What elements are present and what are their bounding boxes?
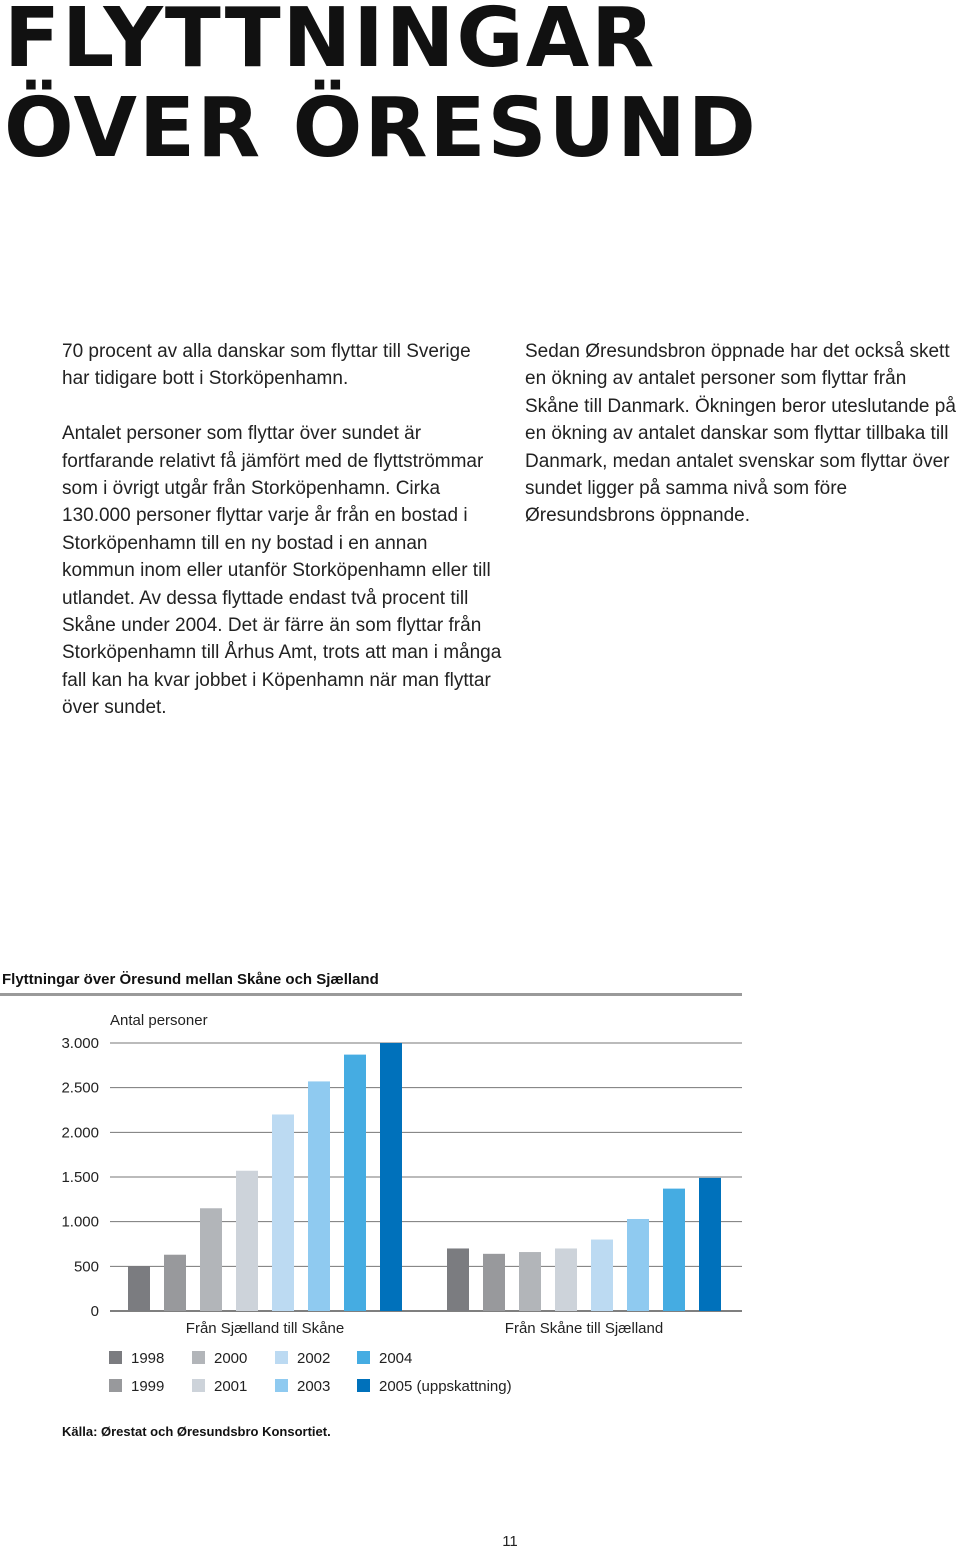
right-paragraph-1: Sedan Øresundsbron öppnade har det också skett en ökning av antalet personer som flyttar från Skåne till Danmark. Ökningen beror uteslutande på en ökning av antalet danskar som flyttar tillbaka till Danmark, medan antalet svenskar som flyttar över sundet ligger på samma nivå som före Øresundsbrons öppnande. (525, 341, 956, 527)
legend-item (192, 1378, 247, 1395)
y-tick-label: 1.000 (61, 1213, 99, 1231)
legend-item (109, 1350, 164, 1367)
bar-2002-group-1 (272, 1114, 294, 1311)
page-number: 11 (502, 1533, 518, 1550)
chart-title: Flyttningar över Öresund mellan Skåne och Sjælland (2, 971, 379, 988)
bar-2001-group-1 (236, 1171, 258, 1311)
left-paragraph-1: 70 procent av alla danskar som flyttar till Sverige har tidigare bott i Storköpenhamn. (62, 341, 471, 390)
page-title-line-2: ÖVER ÖRESUND (4, 81, 758, 176)
legend-item (192, 1350, 247, 1367)
bar-2002-group-2 (591, 1240, 613, 1311)
legend-label: 2002 (297, 1350, 331, 1367)
legend-label: 2004 (379, 1350, 413, 1367)
legend-swatch (357, 1379, 370, 1392)
y-tick-label: 2.500 (61, 1079, 99, 1097)
source-note: Källa: Ørestat och Øresundsbro Konsortiet. (62, 1424, 331, 1439)
bar-1998-group-1 (128, 1266, 150, 1311)
page-title (4, 0, 758, 174)
legend-label: 2005 (uppskattning) (379, 1378, 512, 1395)
legend-label: 2003 (297, 1378, 331, 1395)
legend-label: 2001 (214, 1378, 248, 1395)
bar-chart (0, 1000, 760, 1340)
legend-swatch (357, 1351, 370, 1364)
chart-title-rule (0, 993, 742, 996)
bar-1999-group-2 (483, 1254, 505, 1311)
bar-2004-group-1 (344, 1055, 366, 1311)
bar-2003-group-2 (627, 1219, 649, 1311)
category-label: Från Skåne till Sjælland (504, 1320, 664, 1337)
legend-label: 1999 (131, 1378, 165, 1395)
legend-swatch (109, 1351, 122, 1364)
y-tick-label: 1.500 (61, 1169, 99, 1186)
bar-2001-group-2 (555, 1248, 577, 1311)
bar-2005-group-1 (380, 1043, 402, 1311)
bar-2005-group-2 (699, 1178, 721, 1311)
legend-swatch (109, 1379, 122, 1392)
y-tick-label: 0 (90, 1303, 99, 1320)
left-text-column (62, 338, 502, 749)
bar-1999-group-1 (164, 1255, 186, 1311)
left-paragraph-2: Antalet personer som flyttar över sundet är fortfarande relativt få jämfört med de flyttströmmar som i övrigt utgår från Storköpenhamn. Cirka 130.000 personer flyttar varje år från en bostad i Storköpenhamn till en ny bostad i en annan kommun inom eller utanför Storköpenhamn eller till utlandet. Av dessa flyttade endast två procent till Skåne under 2004. Det är färre än som flyttar från Storköpenhamn till Århus Amt, trots att man i många fall kan ha kvar jobbet i Köpenhamn när man flyttar över sundet. (62, 423, 502, 719)
page-title-line-1: FLYTTNINGAR (4, 0, 657, 86)
bar-1998-group-2 (447, 1248, 469, 1311)
legend-label: 1998 (131, 1350, 165, 1367)
legend-swatch (192, 1379, 205, 1392)
y-axis-label: Antal personer (110, 1012, 208, 1029)
legend-item (275, 1350, 330, 1367)
y-tick-label: 500 (73, 1258, 99, 1276)
legend-item (275, 1378, 330, 1395)
category-label: Från Sjælland till Skåne (185, 1320, 345, 1337)
legend-swatch (275, 1379, 288, 1392)
right-text-column (525, 338, 960, 557)
bar-2004-group-2 (663, 1189, 685, 1311)
bar-2000-group-1 (200, 1208, 222, 1311)
bar-2003-group-1 (308, 1081, 330, 1311)
y-tick-label: 3.000 (61, 1035, 99, 1052)
legend-swatch (192, 1351, 205, 1364)
y-tick-label: 2.000 (61, 1124, 99, 1142)
legend-item (357, 1378, 512, 1395)
legend-item (109, 1378, 164, 1395)
bar-2000-group-2 (519, 1252, 541, 1311)
legend-swatch (275, 1351, 288, 1364)
legend-item (357, 1350, 412, 1367)
legend-label: 2000 (214, 1350, 248, 1367)
